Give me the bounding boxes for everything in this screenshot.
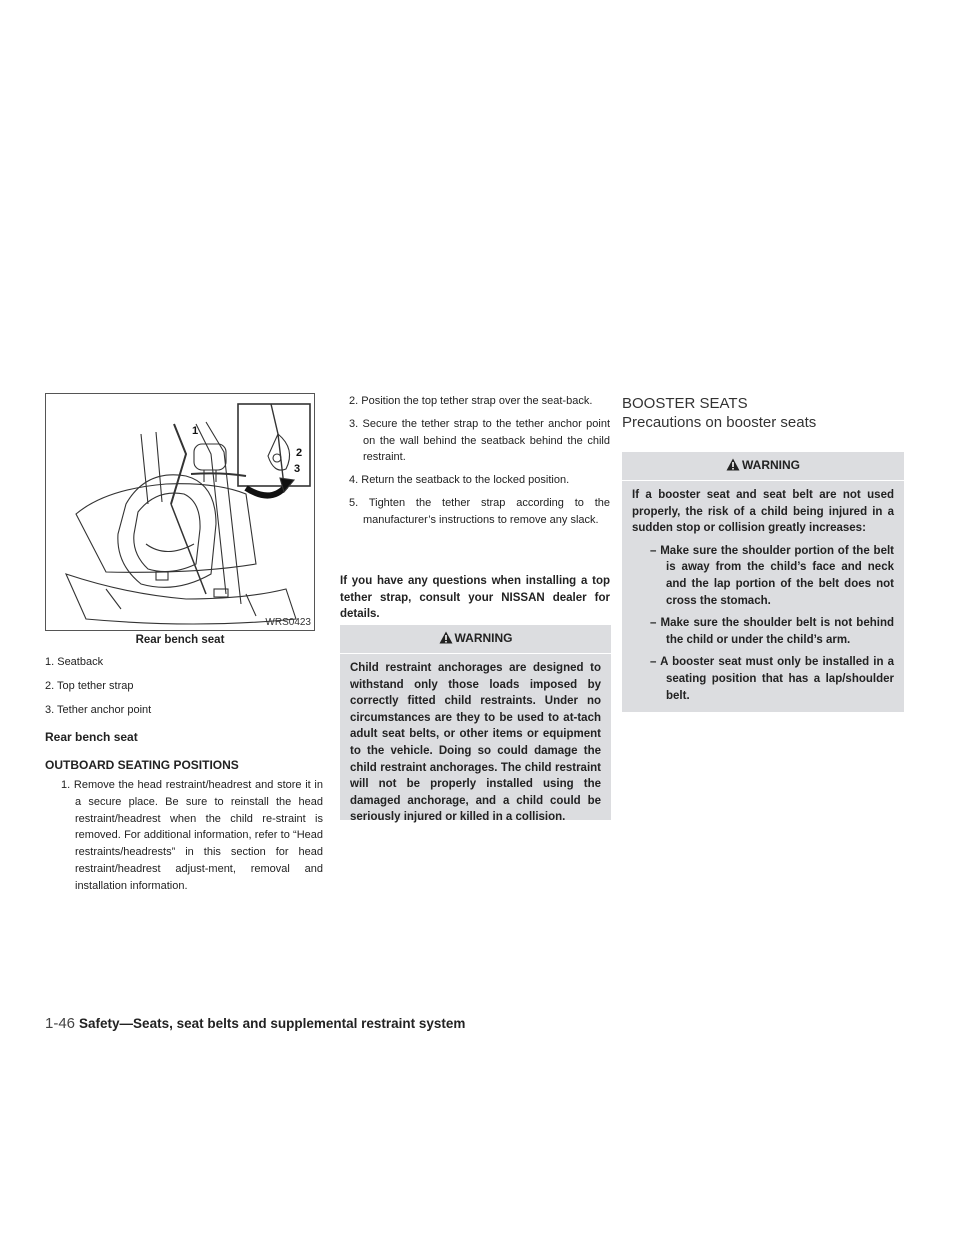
step-4: 4. Return the seatback to the locked position. bbox=[349, 474, 570, 487]
warning-text: Child restraint anchorages are designed to withstand only those loads imposed by correctly fitted child restraints. Under no circumstances are they to be used to at-tach adult seat belts, or other items or equipment to the vehicle. Doing so could damage the child restraint anchorages. The child restraint will not be properly installed using the damaged anchorage, and a child could be seriously injured or killed in a collision. bbox=[350, 662, 601, 824]
callout-2: 2 bbox=[296, 447, 303, 459]
legend-item: 3. Tether anchor point bbox=[45, 704, 152, 716]
child-restraint-warning-box bbox=[340, 625, 611, 824]
heading-rear-bench-seat: Rear bench seat bbox=[45, 730, 138, 744]
page-footer bbox=[45, 1015, 465, 1032]
section-title: BOOSTER SEATS bbox=[622, 395, 748, 412]
step-number: 1. bbox=[61, 779, 71, 791]
callout-1: 1 bbox=[192, 425, 199, 437]
step-5: 5. Tighten the tether strap according to the manufacturer’s instructions to remove any slack. bbox=[349, 496, 611, 526]
warning-item: – Make sure the shoulder portion of the belt is away from the child’s face and neck and the lap portion of the belt does not cross the stomach. bbox=[650, 544, 894, 607]
booster-seat-warning-box bbox=[622, 452, 904, 712]
warning-header: WARNING bbox=[340, 625, 611, 654]
legend-item: 1. Seatback bbox=[45, 656, 104, 668]
page-number: 1-46 bbox=[45, 1015, 76, 1032]
step-1 bbox=[61, 777, 323, 895]
heading-outboard-seating: OUTBOARD SEATING POSITIONS bbox=[45, 758, 239, 772]
legend-item: 2. Top tether strap bbox=[45, 680, 134, 692]
warning-header: WARNING bbox=[622, 452, 904, 481]
step-text: Remove the head restraint/headrest and store it in a secure place. Be sure to reinstall the head restraint/headrest when the child re-straint is removed. For additional information, refer to “Head restraints/headrests” in this section for head restraint/headrest adjust-ment, removal and installation information. bbox=[73, 779, 323, 892]
rear-bench-seat-figure bbox=[45, 393, 315, 631]
figure-code: WRS0423 bbox=[265, 617, 311, 628]
callout-3: 3 bbox=[294, 463, 301, 475]
steps-list bbox=[340, 393, 610, 529]
seat-illustration bbox=[46, 394, 314, 630]
sub-title: Precautions on booster seats bbox=[622, 414, 817, 431]
step-2: 2. Position the top tether strap over the seat-back. bbox=[349, 395, 593, 407]
step-3: 3. Secure the tether strap to the tether anchor point on the wall behind the seatback behind the child restraint. bbox=[349, 417, 610, 464]
warning-item: – A booster seat must only be installed in a seating position that has a lap/shoulder belt. bbox=[650, 656, 894, 702]
warning-intro: If a booster seat and seat belt are not used properly, the risk of a child being injured in a sudden stop or collision greatly increases: bbox=[632, 489, 894, 535]
installation-note: If you have any questions when installing a top tether strap, consult your NISSAN dealer for details. bbox=[340, 575, 610, 620]
warning-item: – Make sure the shoulder belt is not behind the child or under the child’s arm. bbox=[650, 617, 894, 646]
warning-triangle-icon bbox=[439, 631, 453, 647]
chapter-title: Safety—Seats, seat belts and supplemental restraint system bbox=[79, 1016, 466, 1031]
figure-caption: Rear bench seat bbox=[135, 634, 225, 646]
warning-triangle-icon bbox=[726, 458, 740, 474]
